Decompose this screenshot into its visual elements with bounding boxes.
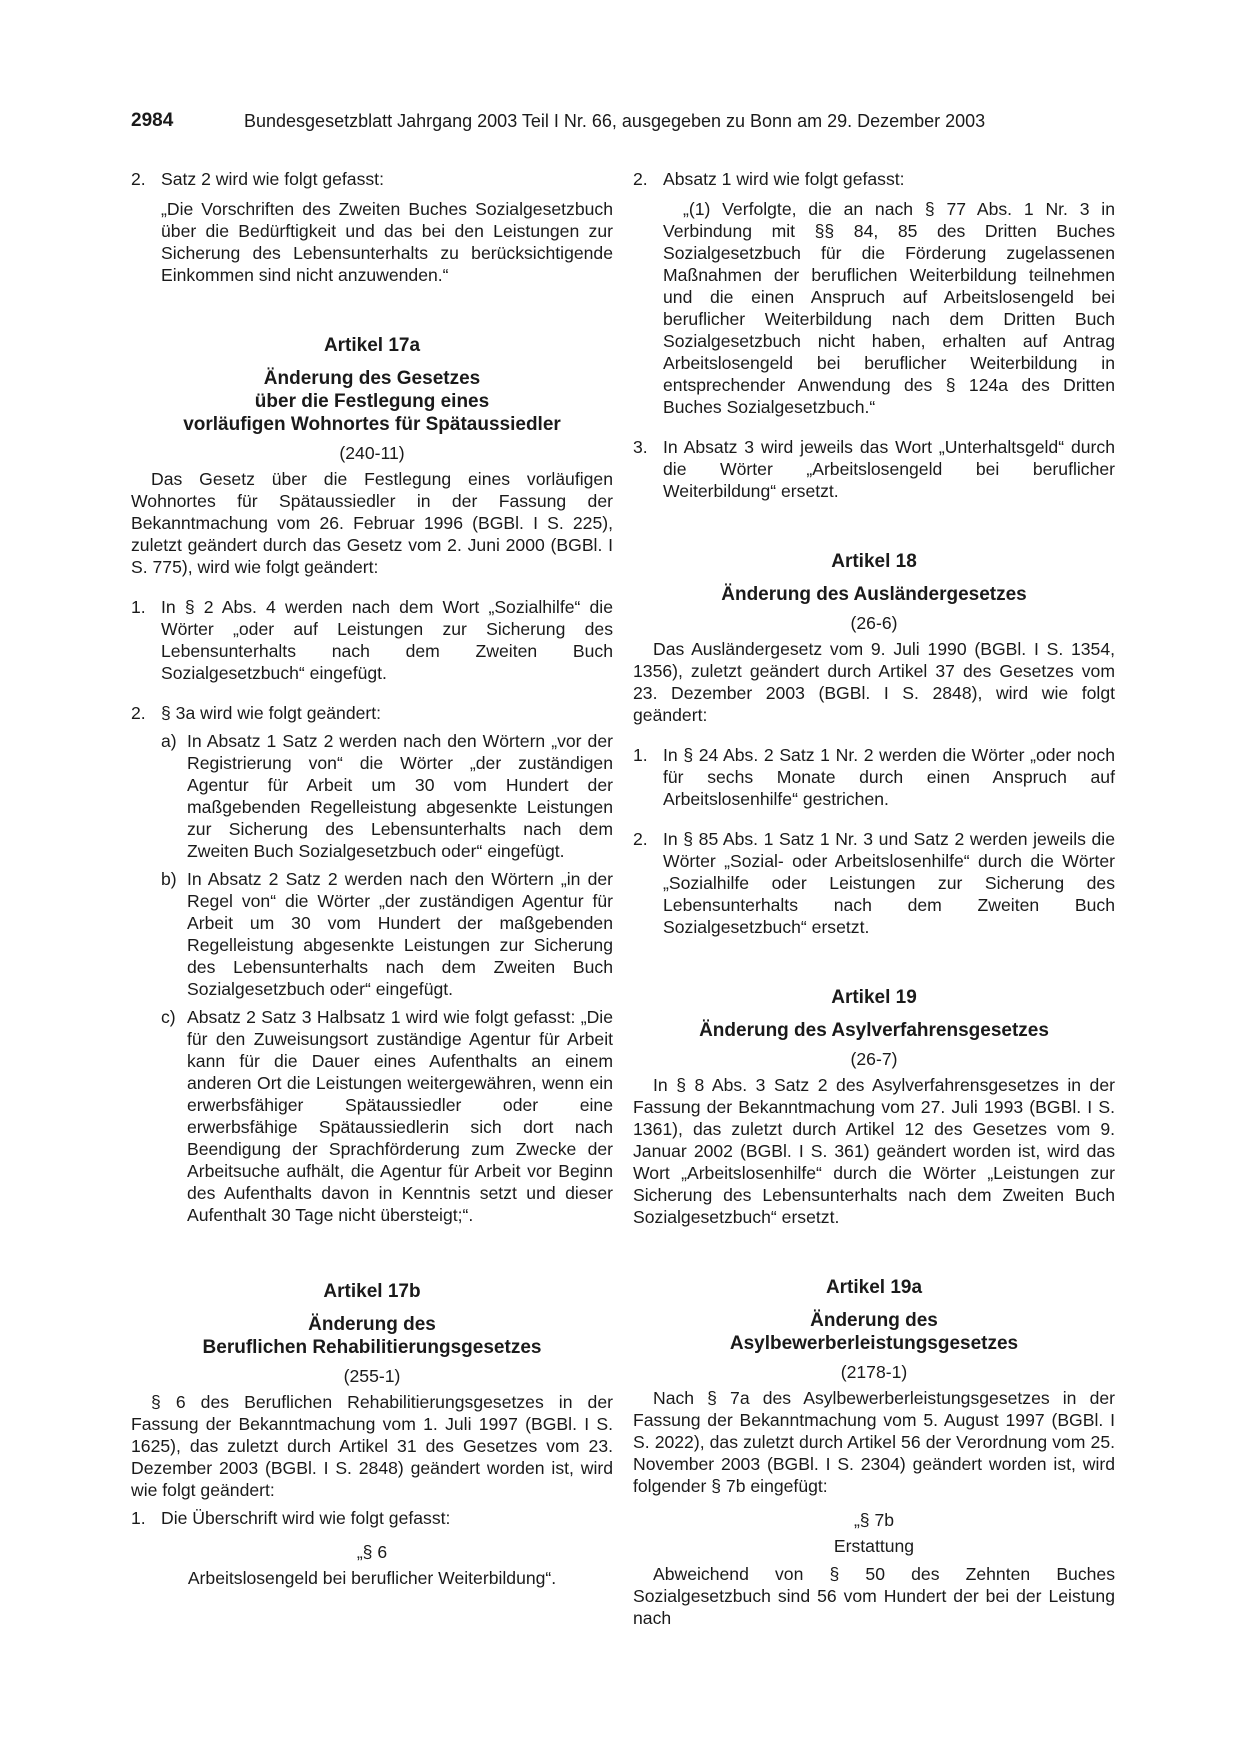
fna-code: (26-7) (850, 1049, 898, 1069)
article-title: Änderung des Ausländergesetzes (721, 584, 1027, 605)
article-intro: Das Gesetz über die Festlegung eines vorläufigen Wohnortes für Spätaussiedler in der Fassung der Bekanntmachung vom 26. Februar 1996 (BGBl. I S. 225), zuletzt geändert durch das Gesetz vom 2. Juni 2000 (BGBl. I S. 775), wird wie folgt geändert: (131, 469, 613, 577)
running-title: Bundesgesetzblatt Jahrgang 2003 Teil I Nr. 66, ausgegeben zu Bonn am 29. Dezember 2003 (244, 111, 986, 131)
fna-code: (2178-1) (840, 1362, 908, 1382)
list-item: 1. Die Überschrift wird wie folgt gefasst: (131, 1508, 451, 1528)
page-number: 2984 (131, 110, 174, 131)
fna-code: (240-11) (339, 443, 405, 463)
article-title: Änderung des Gesetzes über die Festlegung eines vorläufigen Wohnortes für Spätaussiedler (183, 368, 561, 435)
article-intro: § 6 des Beruflichen Rehabilitierungsgesetzes in der Fassung der Bekanntmachung vom 1. Juli 1997 (BGBl. I S. 1625), das zuletzt durch Artikel 31 des Gesetzes vom 23. Dezember 2003 (BGBl. I S. 2848) geändert worden ist, wird wie folgt geändert: (131, 1392, 613, 1500)
article-title: Änderung des Beruflichen Rehabilitierungsgesetzes (202, 1314, 542, 1358)
fna-code: (26-6) (850, 613, 898, 633)
article-heading: Artikel 17a (323, 335, 421, 356)
list-item: 2. § 3a wird wie folgt geändert: (131, 703, 382, 723)
list-item: 3. In Absatz 3 wird jeweils das Wort „Unterhaltsgeld“ durch die Wörter „Arbeitslosengeld bei beruflicher Weiterbildung“ ersetzt. (633, 437, 1115, 501)
sub-item: c) Absatz 2 Satz 3 Halbsatz 1 wird wie folgt gefasst: „Die für den Zuweisungsort zuständige Agentur für Arbeit kann für die Dauer eines Aufenthalts an einem anderen Ort die Leistungen weitergewähren, wenn ein erwerbsfähiger Spätaussiedler oder eine erwerbsfähige Spätaussiedlerin sich dort nach Beendigung der Sprachförderung zum Zwecke der Arbeitsuche aufhält, die Agentur für Arbeit vor Beginn des Aufenthalts davon in Kenntnis setzt und dieser Aufenthalt 30 Tage nicht übersteigt;“. (161, 1007, 613, 1225)
sub-item: a) In Absatz 1 Satz 2 werden nach den Wörtern „vor der Registrierung von“ die Wörter „der zuständigen Agentur für Arbeit um 30 vom Hundert der maßgebenden Regelleistung abgesenkte Leistungen zur Sicherung des Lebensunterhalts nach dem Zweiten Buch Sozialgesetzbuch oder“ eingefügt. (161, 731, 613, 861)
sub-item: b) In Absatz 2 Satz 2 werden nach den Wörtern „in der Regel von“ die Wörter „der zuständigen Agentur für Arbeit um 30 vom Hundert der maßgebenden Regelleistung abgesenkte Leistungen zur Sicherung des Lebensunterhalts nach dem Zweiten Buch Sozialgesetzbuch oder“ eingefügt. (161, 869, 613, 999)
article-title: Änderung des Asylbewerberleistungsgesetzes (729, 1310, 1019, 1354)
article-heading: Artikel 19 (831, 987, 917, 1008)
list-item: 2. Satz 2 wird wie folgt gefasst: (131, 169, 384, 189)
left-column (131, 168, 613, 1589)
article-intro: Nach § 7a des Asylbewerberleistungsgesetzes in der Fassung der Bekanntmachung vom 5. August 1997 (BGBl. I S. 2022), das zuletzt durch Artikel 56 der Verordnung vom 25. November 2003 (BGBl. I S. 2304) geändert worden ist, wird folgender § 7b eingefügt: (633, 1388, 1115, 1496)
article-heading: Artikel 18 (831, 551, 917, 572)
fna-code: (255-1) (343, 1366, 401, 1386)
article-body: In § 8 Abs. 3 Satz 2 des Asylverfahrensgesetzes in der Fassung der Bekanntmachung vom 27. Juli 1993 (BGBl. I S. 1361), das zuletzt durch Artikel 12 des Gesetzes vom 9. Januar 2002 (BGBl. I S. 361) geändert worden ist, wird das Wort „Arbeitslosenhilfe“ durch die Wörter „Leistungen zur Sicherung des Lebensunterhalts nach dem Zweiten Buch Sozialgesetzbuch“ ersetzt. (633, 1075, 1115, 1227)
section-title: Arbeitslosengeld bei beruflicher Weiterbildung“. (187, 1568, 557, 1588)
section-number: „§ 6 (356, 1542, 388, 1562)
list-item: 1. In § 2 Abs. 4 werden nach dem Wort „Sozialhilfe“ die Wörter „oder auf Leistungen zur Sicherung des Lebensunterhalts nach dem Zweiten Buch Sozialgesetzbuch“ eingefügt. (131, 597, 613, 683)
right-column (633, 168, 1115, 1629)
page-header (131, 110, 1113, 136)
quoted-text: „Die Vorschriften des Zweiten Buches Sozialgesetzbuch über die Bedürftigkeit und das bei den Leistungen zur Sicherung des Lebensunterhalts zu berücksichtigende Einkommen sind nicht anzuwenden.“ (161, 199, 613, 285)
section-number: „§ 7b (853, 1510, 895, 1530)
list-item: 2. Absatz 1 wird wie folgt gefasst: (633, 169, 905, 189)
list-item: 1. In § 24 Abs. 2 Satz 1 Nr. 2 werden die Wörter „oder noch für sechs Monate durch einen Anspruch auf Arbeitslosenhilfe“ gestrichen. (633, 745, 1115, 809)
section-title: Erstattung (833, 1536, 915, 1556)
article-title: Änderung des Asylverfahrensgesetzes (699, 1020, 1049, 1041)
list-item: 2. In § 85 Abs. 1 Satz 1 Nr. 3 und Satz 2 werden jeweils die Wörter „Sozial- oder Arbeitslosenhilfe“ durch die Wörter „Sozialhilfe oder Leistungen zur Sicherung des Lebensunterhalts nach dem Zweiten Buch Sozialgesetzbuch“ ersetzt. (633, 829, 1115, 937)
section-body: Abweichend von § 50 des Zehnten Buches Sozialgesetzbuch sind 56 vom Hundert der bei der Leistung nach (633, 1564, 1115, 1628)
article-heading: Artikel 19a (825, 1277, 923, 1298)
quoted-text: „(1) Verfolgte, die an nach § 77 Abs. 1 Nr. 3 in Verbindung mit §§ 84, 85 des Dritten Buches Sozialgesetzbuch für die Förderung zugelassenen Maßnahmen der beruflichen Weiterbildung teilnehmen und die einen Anspruch auf Arbeitslosengeld bei beruflicher Weiterbildung nach dem Dritten Buch Sozialgesetzbuch nicht haben, erhalten auf Antrag Arbeitslosengeld bei beruflicher Weiterbildung in entsprechender Anwendung des § 124a des Dritten Buches Sozialgesetzbuch.“ (663, 199, 1115, 417)
article-heading: Artikel 17b (323, 1281, 421, 1302)
article-intro: Das Ausländergesetz vom 9. Juli 1990 (BGBl. I S. 1354, 1356), zuletzt geändert durch Artikel 37 des Gesetzes vom 23. Dezember 2003 (BGBl. I S. 2848), wird wie folgt geändert: (633, 639, 1115, 725)
